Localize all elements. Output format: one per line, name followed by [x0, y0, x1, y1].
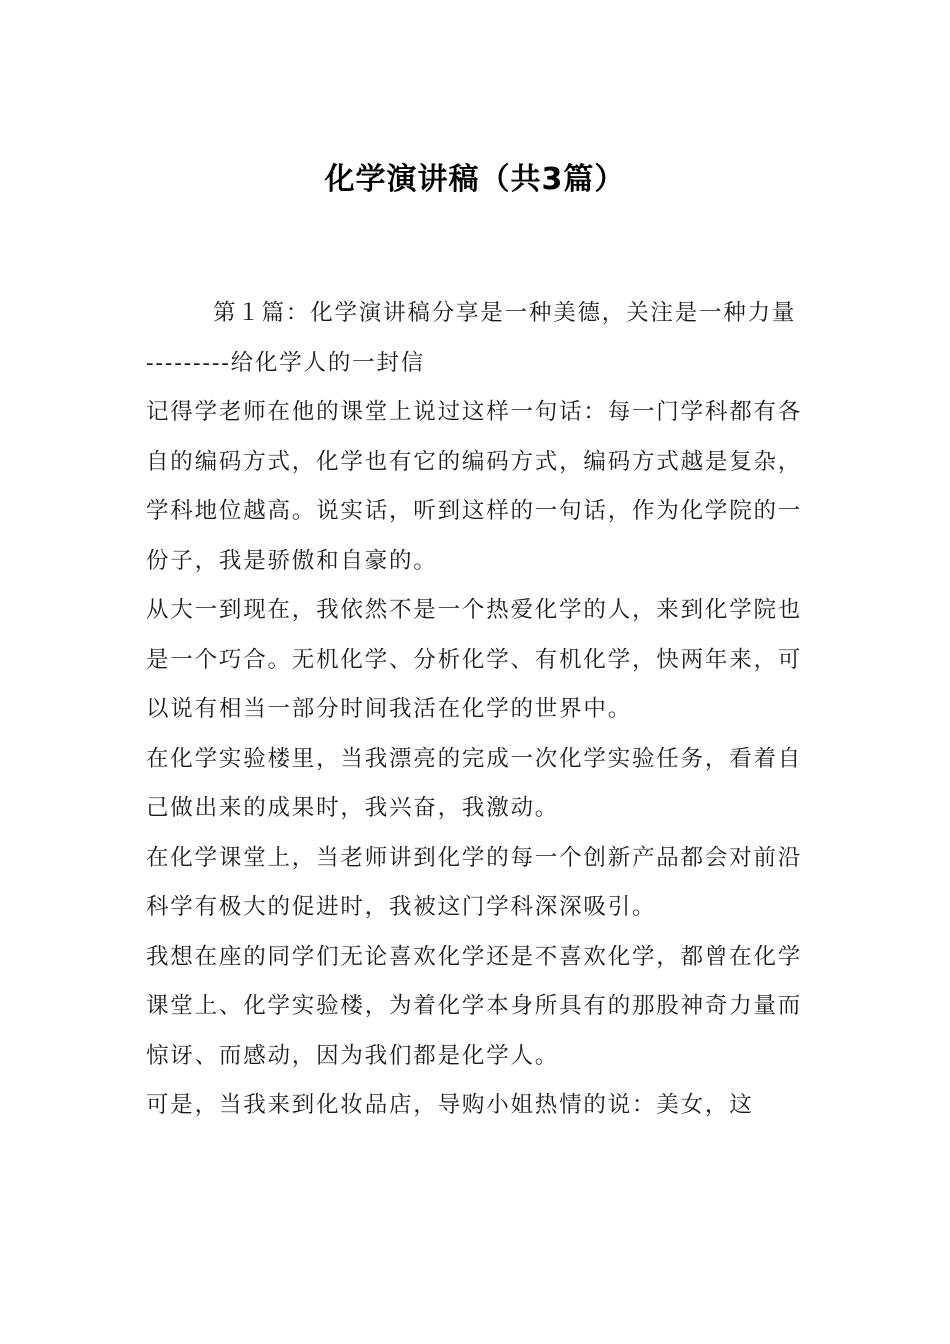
subtitle-line: ---------给化学人的一封信 [146, 349, 426, 376]
document-title: 化学演讲稿（共3篇） [324, 162, 626, 197]
document-body [146, 289, 806, 1131]
section-heading: 第１篇：化学演讲稿分享是一种美德，关注是一种力量 [213, 300, 797, 326]
paragraph: 在化学实验楼里，当我漂亮的完成一次化学实验任务，看着自己做出来的成果时，我兴奋，我激动。 [146, 745, 803, 821]
paragraph: 我想在座的同学们无论喜欢化学还是不喜欢化学，都曾在化学课堂上、化学实验楼，为着化学本身所具有的那股神奇力量而惊讶、而感动，因为我们都是化学人。 [146, 943, 803, 1069]
paragraph: 记得学老师在他的课堂上说过这样一句话：每一门学科都有各自的编码方式，化学也有它的编码方式，编码方式越是复杂，学科地位越高。说实话，听到这样的一句话，作为化学院的一份子，我是骄傲和自豪的。 [146, 399, 803, 574]
paragraph: 在化学课堂上，当老师讲到化学的每一个创新产品都会对前沿科学有极大的促进时，我被这门学科深深吸引。 [146, 844, 803, 920]
paragraph: 可是，当我来到化妆品店，导购小姐热情的说：美女，这 [146, 1092, 754, 1118]
paragraph: 从大一到现在，我依然不是一个热爱化学的人，来到化学院也是一个巧合。无机化学、分析化学、有机化学，快两年来，可以说有相当一部分时间我活在化学的世界中。 [146, 597, 803, 722]
